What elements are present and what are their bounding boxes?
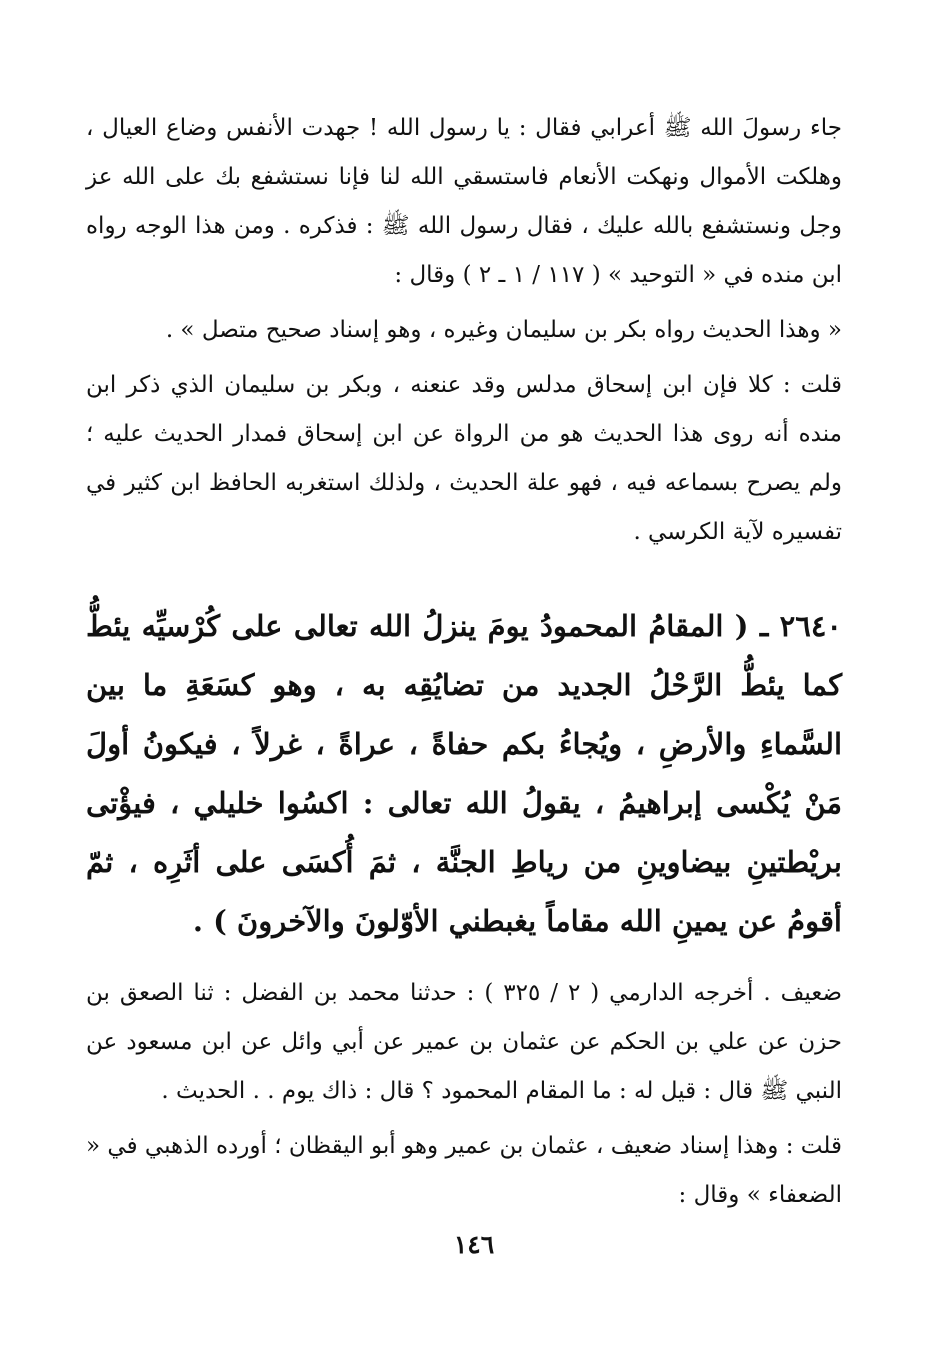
page-body bbox=[86, 104, 842, 1220]
takhrij-comment-paragraph: قلت : وهذا إسناد ضعيف ، عثمان بن عمير وهو أبو اليقظان ؛ أورده الذهبي في « الضعفاء » وقال : bbox=[86, 1133, 842, 1208]
page-number: ١٤٦ bbox=[453, 1230, 495, 1259]
hadith-number: ٢٦٤٠ bbox=[779, 609, 842, 643]
intro-narration-paragraph: جاء رسولَ الله ﷺ أعرابي فقال : يا رسول الله ! جهدت الأنفس وضاع العيال ، وهلكت الأموال ونهكت الأنعام فاستسقي الله لنا فإنا نستشفع بك على الله عز وجل ونستشفع بالله عليك ، فقال رسول الله ﷺ : فذكره . ومن هذا الوجه رواه ابن منده في « التوحيد » ( ١١٧ / ١ ـ ٢ ) وقال : bbox=[86, 115, 842, 288]
takhrij-paragraph: ضعيف . أخرجه الدارمي ( ٢ / ٣٢٥ ) : حدثنا محمد بن الفضل : ثنا الصعق بن حزن عن علي بن الحكم عن عثمان بن عمير عن أبي وائل عن ابن مسعود عن النبي ﷺ قال : قيل له : ما المقام المحمود ؟ قال : ذاك يوم . . الحديث . bbox=[86, 980, 842, 1104]
hadith-paragraph bbox=[86, 597, 842, 951]
author-comment-paragraph: قلت : كلا فإن ابن إسحاق مدلس وقد عنعنه ، وبكر بن سليمان الذي ذكر ابن منده أنه روى هذا الحديث هو من الرواة عن ابن إسحاق فمدار الحديث عليه ؛ ولم يصرح بسماعه فيه ، فهو علة الحديث ، ولذلك استغربه الحافظ ابن كثير في تفسيره لآية الكرسي . bbox=[86, 372, 842, 545]
hadith-text: ـ ( المقامُ المحمودُ يومَ ينزلُ الله تعالى على كُرْسيِّه يئطُّ كما يئطُّ الرَّحْلُ الجديد من تضايُقِه به ، وهو كسَعَةِ ما بين السَّماءِ والأرضِ ، ويُجاءُ بكم حفاةً ، عراةً ، غرلاً ، فيكونُ أولَ مَنْ يُكْسى إبراهيمُ ، يقولُ الله تعالى : اكسُوا خليلي ، فيؤْتى بريْطتينِ بيضاوينِ من رياطِ الجنَّة ، ثمَ أُكسَى على أثَرِه ، ثمّ أقومُ عن يمينِ الله مقاماً يغبطني الأوّلونَ والآخرونَ ) . bbox=[86, 609, 842, 938]
ibn-manda-quote-paragraph: « وهذا الحديث رواه بكر بن سليمان وغيره ، وهو إسناد صحيح متصل » . bbox=[165, 317, 842, 343]
